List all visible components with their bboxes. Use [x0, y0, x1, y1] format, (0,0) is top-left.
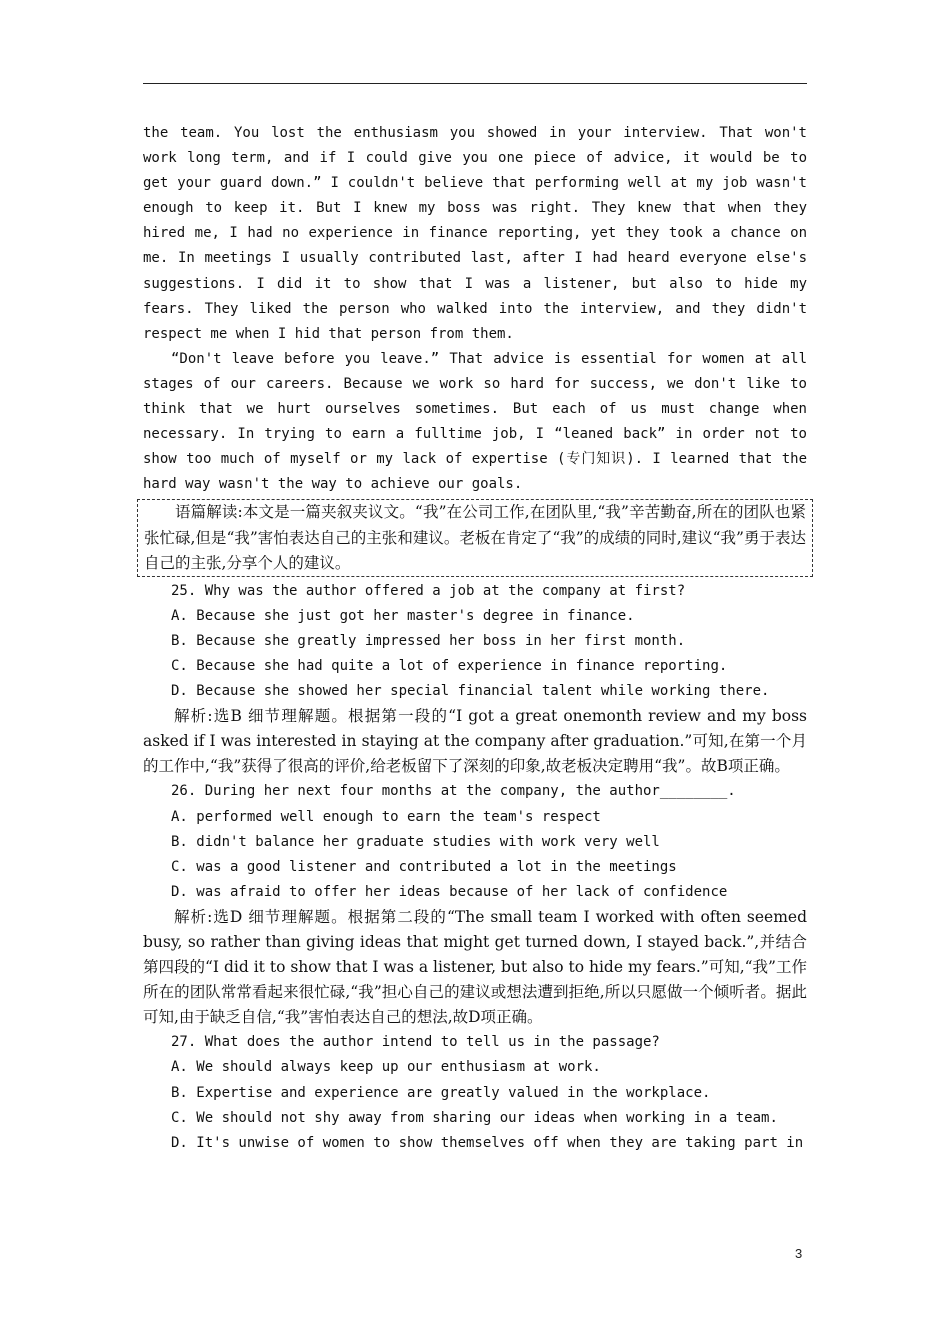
- option-d: D. was afraid to offer her ideas because of her lack of confidence: [171, 883, 728, 900]
- option-b: B. Because she greatly impressed her boss in her first month.: [171, 632, 686, 649]
- question-27: [143, 1030, 807, 1155]
- option-a: A. We should always keep up our enthusiasm at work.: [171, 1059, 601, 1076]
- passage-paragraph-1: the team. You lost the enthusiasm you showed in your interview. That won't work long term, and if I could give you one piece of advice, it would be to get your guard down.” I couldn't believe that performing well at my job wasn't enough to keep it. But I knew my boss was right. They knew that when they hired me, I had no experience in finance reporting, yet they took a chance on me. In meetings I usually contributed last, after I had heard everyone else's suggestions. I did it to show that I was a listener, but also to hide my fears. They liked the person who walked into the interview, and they didn't respect me when I hid that person from them.: [143, 125, 807, 342]
- analysis-text: 解析:选D 细节理解题。根据第二段的“The small team I worked with often seemed busy, so rather than giving ideas that might get turned down, I stayed back.”,并结合第四段的“I did it to show that I was a listener, but also to hide my fears.”可知,“我”工作所在的团队常常看起来很忙碌,“我”担心自己的建议或想法遭到拒绝,所以只愿做一个倾听者。据此可知,由于缺乏自信,“我”害怕表达自己的想法,故D项正确。: [143, 907, 807, 1027]
- page-number: 3: [795, 1246, 803, 1261]
- option-a: A. Because she just got her master's degree in finance.: [171, 607, 635, 624]
- passage-paragraph-2: “Don't leave before you leave.” That advice is essential for women at all stages of our careers. Because we work so hard for success, we don't like to think that we hurt ourselves sometimes. But each of us must change when necessary. In trying to earn a fulltime job, I “leaned back” in order not to show too much of myself or my lack of expertise (专门知识). I learned that the hard way wasn't the way to achieve our goals.: [143, 350, 807, 493]
- option-b: B. didn't balance her graduate studies with work very well: [171, 833, 660, 850]
- page-content: [143, 121, 807, 1156]
- option-d: D. Because she showed her special financial talent while working there.: [171, 683, 770, 700]
- question-stem: 27. What does the author intend to tell us in the passage?: [171, 1034, 660, 1051]
- summary-text: 语篇解读:本文是一篇夹叙夹议文。“我”在公司工作,在团队里,“我”辛苦勤奋,所在的团队也紧张忙碌,但是“我”害怕表达自己的主张和建议。老板在肯定了“我”的成绩的同时,建议“我”勇于表达自己的主张,分享个人的建议。: [144, 503, 806, 572]
- question-25: [143, 579, 807, 780]
- question-26: [143, 779, 807, 1030]
- option-d: D. It's unwise of women to show themselves off when they are taking part in: [171, 1134, 804, 1151]
- question-stem: 26. During her next four months at the company, the author________.: [171, 783, 736, 800]
- summary-box: [137, 499, 813, 576]
- analysis-text: 解析:选B 细节理解题。根据第一段的“I got a great onemonth review and my boss asked if I was interested in staying at the company after graduation.”可知,在第一个月的工作中,“我”获得了很高的评价,给老板留下了深刻的印象,故老板决定聘用“我”。故B项正确。: [143, 707, 807, 776]
- option-c: C. We should not shy away from sharing our ideas when working in a team.: [171, 1109, 778, 1126]
- option-a: A. performed well enough to earn the team's respect: [171, 808, 601, 825]
- option-c: C. was a good listener and contributed a lot in the meetings: [171, 858, 677, 875]
- question-stem: 25. Why was the author offered a job at the company at first?: [171, 582, 686, 599]
- option-b: B. Expertise and experience are greatly valued in the workplace.: [171, 1084, 711, 1101]
- header-rule: [143, 83, 807, 84]
- option-c: C. Because she had quite a lot of experience in finance reporting.: [171, 657, 728, 674]
